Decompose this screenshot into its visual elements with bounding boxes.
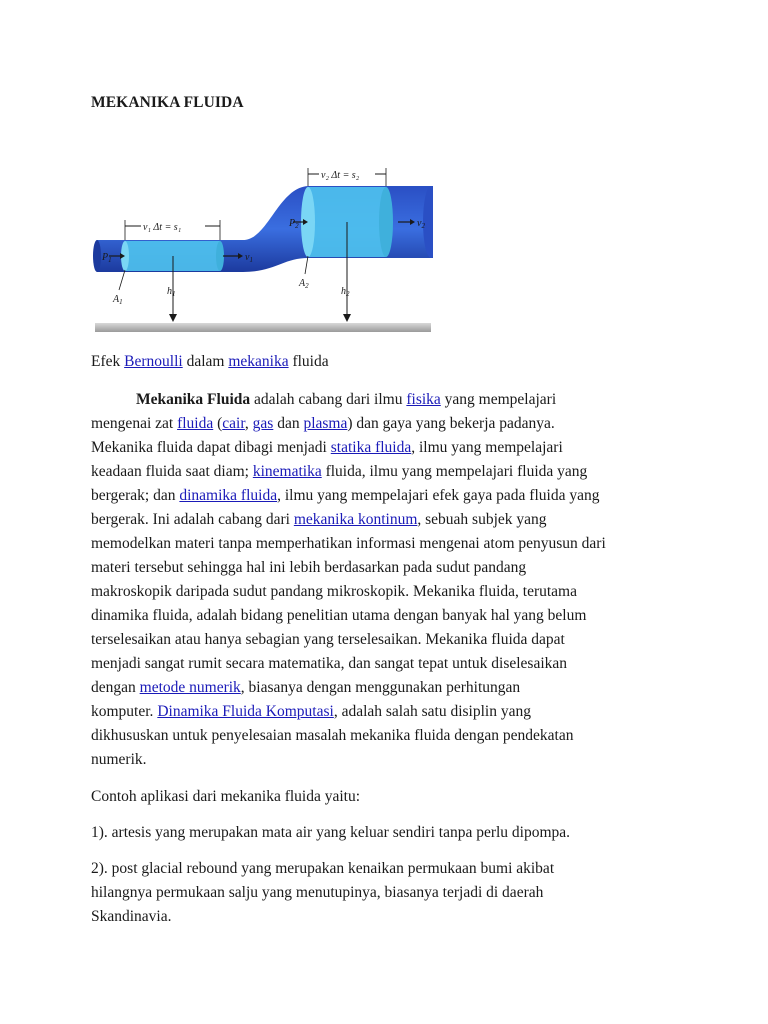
bold-lead: Mekanika Fluida [136,391,251,408]
para-line: Mekanika Fluida adalah cabang dari ilmu fisika yang mempelajari [136,391,557,408]
pipe-left-end [93,240,101,272]
link-mekanika[interactable]: mekanika [228,353,289,370]
main-paragraph [91,388,691,772]
para-line: menjadi sangat rumit secara matematika, dan sangat tepat untuk diselesaikan [91,655,568,672]
ground-plate [95,323,431,332]
v1-label: $v_1$ [245,252,253,264]
link-bernoulli[interactable]: Bernoulli [124,353,183,370]
para-line: komputer. Dinamika Fluida Komputasi, adalah salah satu disiplin yang [91,703,531,720]
para-line: terselesaikan atau hanya sebagian yang terselesaikan. Mekanika fluida dapat [91,631,565,648]
h1-arrowhead [169,314,177,322]
h2-label: $h_2$ [341,286,350,298]
figure-caption: Efek Bernoulli dalam mekanika fluida [91,353,329,370]
link-gas[interactable]: gas [252,415,274,432]
dist1-label: v₁ Δt = s₁ [143,222,182,233]
example-item-1: 1). artesis yang merupakan mata air yang keluar sendiri tanpa perlu dipompa. [91,824,571,841]
dist2-label: v₂ Δt = s₂ [321,170,360,181]
item-2-line: hilangnya permukaan salju yang menutupinya, biasanya terjadi di daerah [91,884,544,901]
link-mekanika-kontinum[interactable]: mekanika kontinum [293,511,418,528]
link-plasma[interactable]: plasma [303,415,348,432]
a2-pointer [305,256,308,274]
link-cair[interactable]: cair [222,415,245,432]
link-kinematika[interactable]: kinematika [252,463,322,480]
link-statika-fluida[interactable]: statika fluida [330,439,412,456]
example-item-2 [91,857,691,929]
item-2-line: Skandinavia. [91,908,172,925]
link-metode-numerik[interactable]: metode numerik [139,679,241,696]
para-line: dinamika fluida, adalah bidang penelitian utama dengan banyak hal yang belum [91,607,587,624]
para-line: numerik. [91,751,147,768]
page-title: MEKANIKA FLUIDA [91,94,244,111]
slab-2-right-face [379,187,393,257]
link-fluida[interactable]: fluida [177,415,214,432]
p1-label: $P_1$ [102,252,112,264]
para-line: Mekanika fluida dapat dibagi menjadi statika fluida, ilmu yang mempelajari [91,439,563,456]
para-line: keadaan fluida saat diam; kinematika fluida, ilmu yang mempelajari fluida yang [91,463,588,480]
para-line: dengan metode numerik, biasanya dengan menggunakan perhitungan [91,679,521,696]
h1-label: $h_1$ [167,286,176,298]
p2-label: $P_2$ [289,218,299,230]
para-line: dikhususkan untuk penyelesaian masalah mekanika fluida dengan pendekatan [91,727,574,744]
a2-label: $A_2$ [299,278,309,290]
para-line: memodelkan materi tanpa memperhatikan informasi mengenai atom penyusun dari [91,535,606,552]
v2-label: $v_2$ [417,218,425,230]
item-2-line: 2). post glacial rebound yang merupakan kenaikan permukaan bumi akibat [91,860,555,877]
h2-arrowhead [343,314,351,322]
a1-label: $A_1$ [113,294,123,306]
para-line: bergerak. Ini adalah cabang dari mekanika kontinum, sebuah subjek yang [91,511,547,528]
slab-1-right-face [216,241,224,271]
para-line: bergerak; dan dinamika fluida, ilmu yang mempelajari efek gaya pada fluida yang [91,487,600,504]
bernoulli-pipe-diagram [93,160,433,340]
para-line: makroskopik daripada sudut pandang mikroskopik. Mekanika fluida, terutama [91,583,577,600]
link-fisika[interactable]: fisika [406,391,441,408]
a1-pointer [119,270,125,290]
link-dinamika-fluida[interactable]: dinamika fluida [179,487,278,504]
para-line: mengenai zat fluida (cair, gas dan plasma) dan gaya yang bekerja padanya. [91,415,555,432]
examples-intro: Contoh aplikasi dari mekanika fluida yaitu: [91,788,361,805]
bernoulli-figure [93,160,433,340]
link-dinamika-fluida-komputasi[interactable]: Dinamika Fluida Komputasi [157,703,334,720]
para-line: materi tersebut sehingga hal ini lebih berdasarkan pada sudut pandang [91,559,527,576]
